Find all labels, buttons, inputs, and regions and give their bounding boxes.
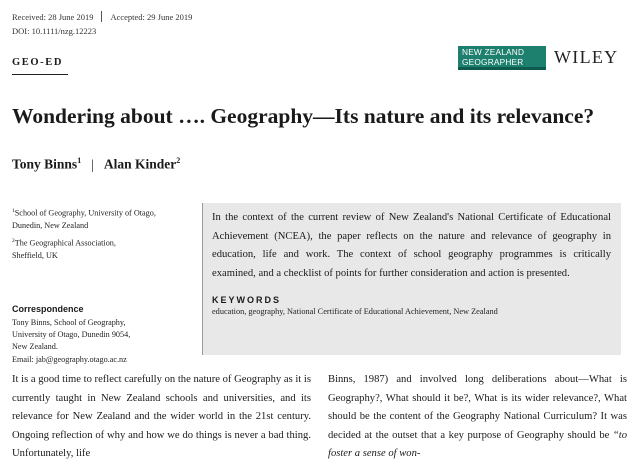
quoted-purpose: “to foster a sense of won- [328, 429, 627, 459]
journal-logo-line1: NEW ZEALAND [462, 47, 525, 57]
author-separator: | [91, 156, 94, 172]
article-title: Wondering about …. Geography—Its nature and its relevance? [12, 104, 595, 128]
accepted-date: Accepted: 29 June 2019 [110, 11, 193, 22]
correspondence-email[interactable]: Email: jab@geography.otago.ac.nz [12, 354, 127, 364]
publisher-logo[interactable]: WILEY [554, 47, 619, 67]
affiliation-1: $^1$School of Geography, University of Otago, Dunedin, New Zealand [12, 208, 156, 230]
date-divider [101, 11, 102, 22]
keywords: education, geography, National Certificate of Educational Achievement, New Zealand [212, 307, 498, 316]
journal-logo[interactable] [458, 46, 546, 70]
section-rule [12, 74, 68, 75]
journal-logo-line2: GEOGRAPHER [462, 57, 524, 67]
section-label: GEO-ED [12, 57, 64, 68]
affiliation-2: $^2$The Geographical Association, Sheffield, UK [12, 238, 116, 260]
keywords-heading: KEYWORDS [212, 295, 282, 305]
article-dates [12, 11, 192, 22]
doi[interactable]: DOI: 10.1111/nzg.12223 [12, 26, 97, 36]
body-column-right: Binns, 1987) and involved long deliberations about—What is Geography?, What should it be?, What is its wider relevance?, What should be the content of the Geography National Curriculum? It was decided at the outset that a key purpose of Geography should be “to foster a sense of won- [328, 374, 627, 459]
abstract-box [202, 203, 621, 355]
body-column-left: It is a good time to reflect carefully on the nature of Geography as it is currently taught in New Zealand schools and universities, and its relevance for New Zealand and the wider world in the 21st century. Ongoing reflection of why and how we do things is never a bad thing. Unfortunately, life [12, 374, 311, 459]
received-date: Received: 28 June 2019 [12, 11, 94, 22]
correspondence-details: Tony Binns, School of Geography, University of Otago, Dunedin 9054, New Zealand. Email: jab@geography.otago.ac.nz [12, 317, 192, 366]
author-1[interactable]: Tony Binns$^1$ [12, 156, 82, 172]
abstract-text: In the context of the current review of New Zealand's National Certificate of Educational Achievement (NCEA), the paper reflects on the nature and relevance of geography in education, life and work. The context of school geography programmes is critically examined, and a checklist of points for further consideration and action is presented. [212, 212, 611, 279]
author-2[interactable]: Alan Kinder$^2$ [103, 156, 181, 172]
journal-logo-bar [458, 67, 546, 70]
correspondence-heading: Correspondence [12, 304, 84, 314]
author-list [12, 156, 180, 173]
